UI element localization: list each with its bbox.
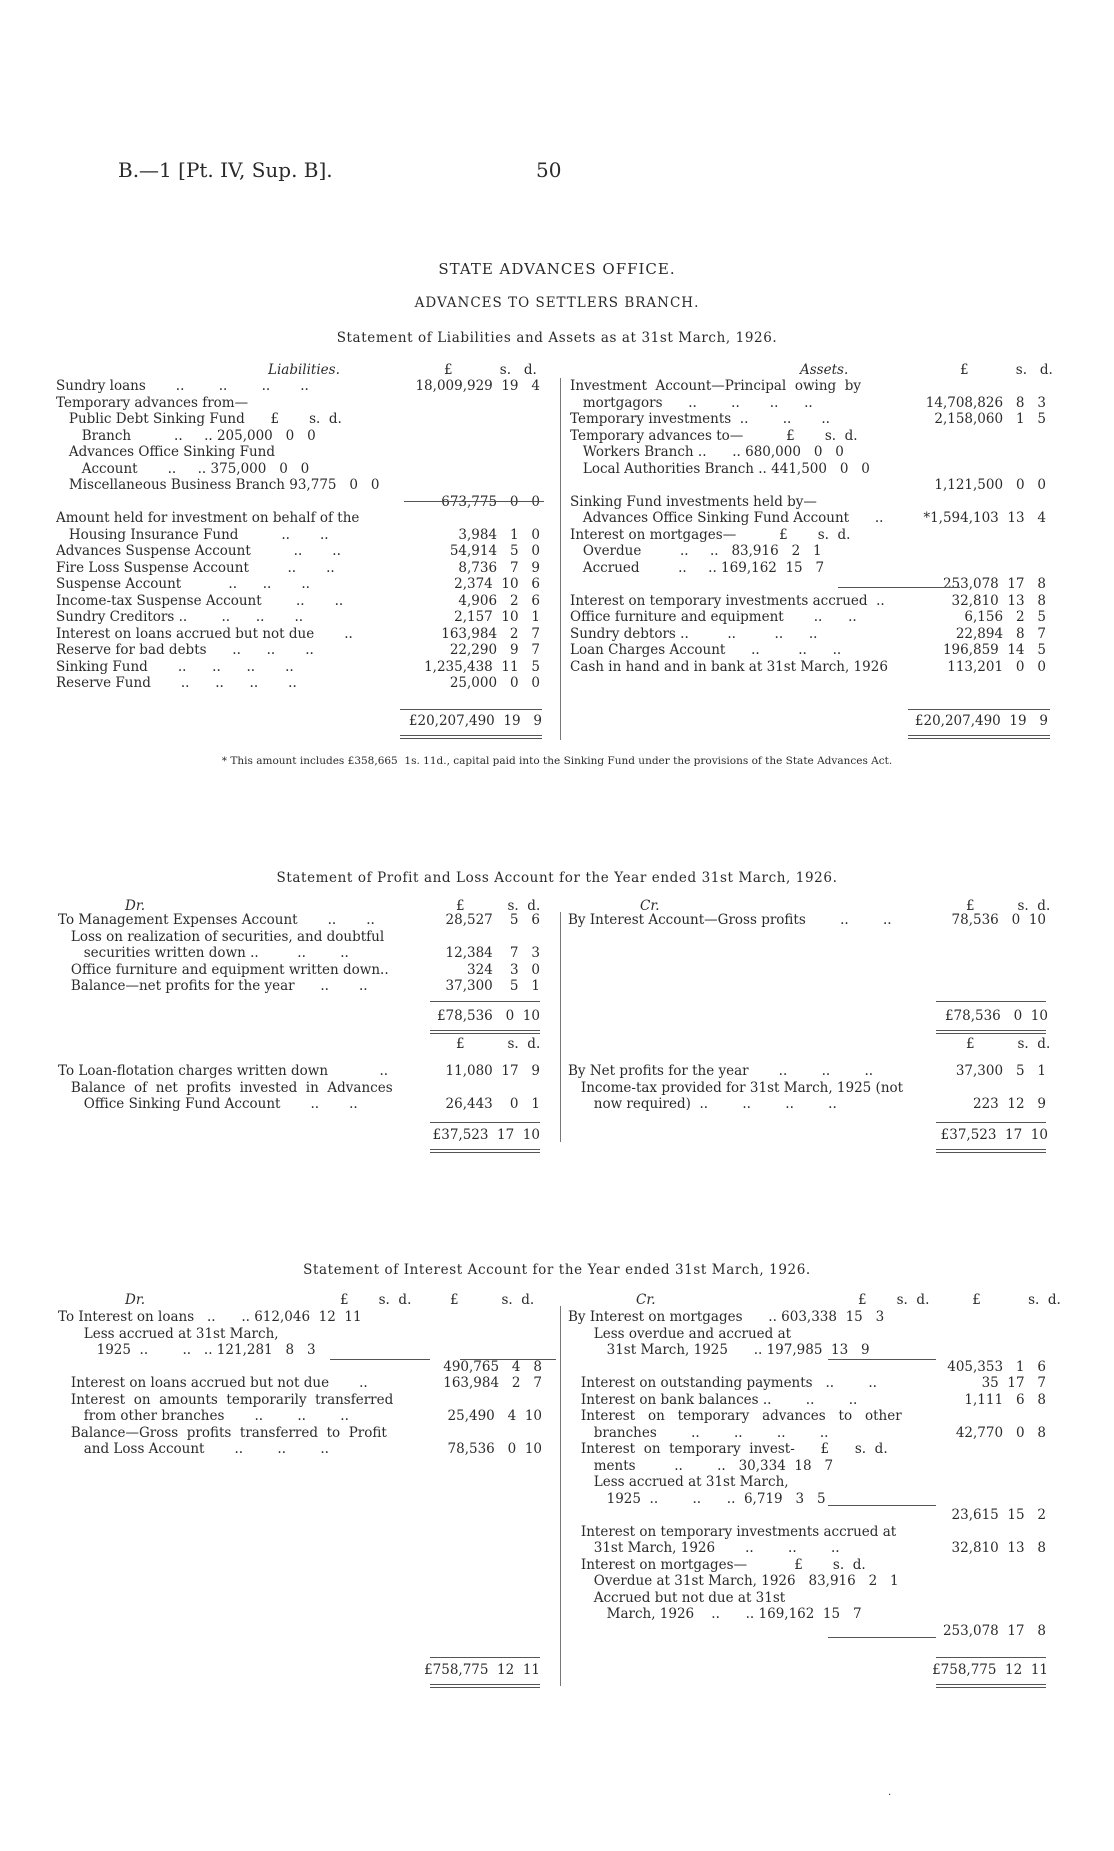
row-label: Sinking Fund .. .. .. ..: [56, 658, 294, 675]
row-label: Sundry loans .. .. .. ..: [56, 378, 309, 394]
row-label: Reserve for bad debts .. .. ..: [56, 642, 314, 658]
stray-mark: ·: [888, 1790, 892, 1801]
row-label: Office furniture and equipment written down..: [58, 961, 389, 978]
row-amount: 2,158,060 1 5: [934, 411, 1046, 427]
row-label: Interest on loans accrued but not due ..: [58, 1375, 368, 1391]
row-label: Fire Loss Suspense Account .. ..: [56, 559, 335, 576]
row-label: Less overdue and accrued at: [568, 1325, 792, 1342]
row-label: Sinking Fund investments held by—: [570, 493, 817, 510]
interest-account-title: Statement of Interest Account for the Year ended 31st March, 1926.: [303, 1262, 811, 1278]
row-label: Temporary investments .. .. ..: [570, 411, 830, 427]
row-amount: 26,443 0 1: [445, 1096, 540, 1112]
row-label: Advances Office Sinking Fund Account ..: [570, 510, 884, 526]
pl-dr-total-1: £78,536 0 10: [436, 1008, 540, 1024]
row-label: Suspense Account .. .. ..: [56, 576, 310, 592]
row-label: Less accrued at 31st March,: [58, 1325, 279, 1342]
row-amount: 2,374 10 6: [454, 576, 540, 592]
row-label: By Interest Account—Gross profits .. ..: [568, 912, 892, 928]
rule: [430, 1001, 540, 1002]
row-label: Income-tax provided for 31st March, 1925 (not: [568, 1079, 904, 1096]
row-label: To Loan-flotation charges written down ..: [58, 1063, 389, 1079]
rule: [936, 1122, 1046, 1123]
int-dr-column-head: £ s. d. £ s. d.: [340, 1292, 535, 1308]
total-rule: [908, 709, 1050, 710]
assets-column-head: £ s. d.: [960, 362, 1053, 378]
assets-heading: Assets.: [800, 362, 849, 378]
row-amount: 22,290 9 7: [449, 642, 540, 658]
row-label: Office Sinking Fund Account .. ..: [58, 1096, 358, 1112]
row-amount: 35 17 7: [981, 1375, 1046, 1391]
row-amount: 196,859 14 5: [942, 642, 1046, 658]
pl-cr-total-2: £37,523 17 10: [940, 1127, 1048, 1143]
row-amount: 490,765 4 8: [443, 1358, 542, 1375]
footnote: * This amount includes £358,665 1s. 11d., capital paid into the Sinking Fund under the provisions of the State Advances Act.: [221, 755, 893, 767]
row-amount: 673,775 0 0: [441, 493, 540, 510]
double-rule: [400, 735, 542, 736]
double-rule: [430, 1149, 540, 1150]
row-amount: 1,111 6 8: [964, 1391, 1046, 1408]
row-label: Accrued .. .. 169,162 15 7: [570, 559, 825, 576]
row-label: mortgagors .. .. .. ..: [570, 394, 813, 411]
row-label: branches .. .. .. ..: [568, 1424, 829, 1441]
row-label: By Interest on mortgages .. 603,338 15 3: [568, 1309, 885, 1325]
row-amount: 54,914 5 0: [449, 543, 540, 559]
row-label: 31st March, 1925 .. 197,985 13 9: [568, 1342, 870, 1358]
column-divider: [560, 378, 561, 740]
rule: [330, 1359, 430, 1360]
row-amount: 2,157 10 1: [454, 609, 540, 625]
pl-dr-total-2: £37,523 17 10: [432, 1127, 540, 1143]
pl-cr-total-1: £78,536 0 10: [944, 1008, 1048, 1024]
row-amount: 23,615 15 2: [951, 1507, 1046, 1523]
double-rule: [908, 738, 1050, 739]
row-amount: 22,894 8 7: [955, 625, 1046, 642]
pl-dr-column-head-2: £ s. d.: [456, 1036, 541, 1052]
row-label: Local Authorities Branch .. 441,500 0 0: [570, 460, 870, 477]
rule: [404, 501, 544, 502]
row-label: Interest on bank balances .. .. ..: [568, 1391, 858, 1408]
row-label: Sundry Creditors .. .. .. ..: [56, 609, 304, 625]
row-label: Temporary advances to— £ s. d.: [570, 427, 858, 444]
row-label: March, 1926 .. .. 169,162 15 7: [568, 1606, 862, 1622]
double-rule: [936, 1030, 1046, 1031]
row-label: Interest on amounts temporarily transferred: [58, 1391, 394, 1408]
rule: [430, 1122, 540, 1123]
row-amount: 14,708,826 8 3: [925, 394, 1046, 411]
rule: [828, 1637, 936, 1638]
double-rule: [936, 1149, 1046, 1150]
row-amount: 253,078 17 8: [942, 1622, 1046, 1639]
row-label: Advances Suspense Account .. ..: [56, 543, 341, 559]
row-label: Interest on temporary investments accrued ..: [570, 592, 885, 609]
pl-cr-column-head: £ s. d.: [966, 898, 1051, 914]
row-label: By Net profits for the year .. .. ..: [568, 1063, 874, 1079]
row-label: Investment Account—Principal owing by: [570, 378, 862, 394]
row-label: Balance of net profits invested in Advances: [58, 1079, 393, 1096]
row-label: Housing Insurance Fund .. ..: [56, 526, 329, 543]
liabilities-column-head: £ s. d.: [444, 362, 537, 378]
row-amount: 324 3 0: [467, 961, 540, 978]
total-rule: [936, 1657, 1046, 1658]
page-reference: B.—1 [Pt. IV, Sup. B].: [118, 158, 333, 182]
row-label: Interest on mortgages— £ s. d.: [568, 1556, 866, 1573]
rule: [460, 1359, 556, 1360]
row-label: Interest on temporary invest- £ s. d.: [568, 1441, 888, 1457]
row-label: 31st March, 1926 .. .. ..: [568, 1540, 840, 1556]
row-label: Interest on temporary investments accrued at: [568, 1523, 897, 1540]
double-rule: [430, 1152, 540, 1153]
row-label: Accrued but not due at 31st: [568, 1589, 786, 1606]
liabilities-total: £20,207,490 19 9: [408, 713, 542, 729]
row-amount: 1,121,500 0 0: [934, 477, 1046, 493]
row-label: now required) .. .. .. ..: [568, 1096, 837, 1112]
double-rule: [400, 738, 542, 739]
row-amount: 3,984 1 0: [458, 526, 540, 543]
row-amount: 78,536 0 10: [951, 912, 1046, 928]
interest-dr-total: £758,775 12 11: [424, 1662, 540, 1678]
row-label: Balance—net profits for the year .. ..: [58, 978, 368, 994]
row-label: Less accrued at 31st March,: [568, 1474, 789, 1490]
row-label: Branch .. .. 205,000 0 0: [56, 427, 316, 444]
row-label: Balance—Gross profits transferred to Profit: [58, 1424, 387, 1441]
rule: [838, 587, 960, 588]
row-amount: *1,594,103 13 4: [923, 510, 1046, 526]
double-rule: [430, 1684, 540, 1685]
row-amount: 32,810 13 8: [951, 1540, 1046, 1556]
row-amount: 28,527 5 6: [445, 912, 540, 928]
row-amount: 42,770 0 8: [955, 1424, 1046, 1441]
double-rule: [430, 1030, 540, 1031]
row-label: Advances Office Sinking Fund: [56, 444, 276, 460]
row-label: Workers Branch .. .. 680,000 0 0: [570, 444, 844, 460]
row-amount: 163,984 2 7: [443, 1375, 542, 1391]
row-amount: 4,906 2 6: [458, 592, 540, 609]
double-rule: [936, 1684, 1046, 1685]
row-amount: 11,080 17 9: [445, 1063, 540, 1079]
row-label: Overdue at 31st March, 1926 83,916 2 1: [568, 1573, 899, 1589]
row-label: securities written down .. .. ..: [58, 945, 349, 961]
row-amount: 1,235,438 11 5: [424, 658, 540, 675]
row-label: Office furniture and equipment .. ..: [570, 609, 857, 625]
row-label: Interest on temporary advances to other: [568, 1408, 902, 1424]
row-label: Loan Charges Account .. .. ..: [570, 642, 842, 658]
row-label: ments .. .. 30,334 18 7: [568, 1457, 834, 1474]
pl-dr-column-head: £ s. d.: [456, 898, 541, 914]
row-label: Cash in hand and in bank at 31st March, 1926: [570, 658, 888, 675]
double-rule: [936, 1152, 1046, 1153]
row-label: and Loss Account .. .. ..: [58, 1441, 329, 1457]
balance-sheet-title: Statement of Liabilities and Assets as at 31st March, 1926.: [336, 330, 778, 346]
row-label: Public Debt Sinking Fund £ s. d.: [56, 411, 342, 427]
dr-heading: Dr.: [125, 898, 146, 914]
row-label: Interest on loans accrued but not due ..: [56, 625, 353, 642]
int-cr-column-head: £ s. d. £ s. d.: [858, 1292, 1061, 1308]
column-divider: [560, 1306, 561, 1686]
profit-loss-title: Statement of Profit and Loss Account for the Year ended 31st March, 1926.: [276, 870, 838, 886]
pl-cr-column-head-2: £ s. d.: [966, 1036, 1051, 1052]
row-label: Account .. .. 375,000 0 0: [56, 460, 310, 477]
double-rule: [908, 735, 1050, 736]
row-label: Loss on realization of securities, and doubtful: [58, 928, 385, 945]
double-rule: [936, 1687, 1046, 1688]
row-amount: 6,156 2 5: [964, 609, 1046, 625]
row-label: Miscellaneous Business Branch 93,775 0 0: [56, 477, 380, 493]
rule: [936, 1001, 1046, 1002]
row-amount: 405,353 1 6: [947, 1358, 1046, 1375]
row-label: 1925 .. .. .. 6,719 3 5: [568, 1490, 826, 1507]
row-label: Interest on outstanding payments .. ..: [568, 1375, 877, 1391]
double-rule: [936, 1033, 1046, 1034]
row-amount: 25,490 4 10: [447, 1408, 542, 1424]
rule: [828, 1505, 936, 1506]
total-rule: [400, 709, 542, 710]
branch-title: ADVANCES TO SETTLERS BRANCH.: [414, 295, 700, 311]
row-label: Temporary advances from—: [56, 394, 249, 411]
row-label: from other branches .. .. ..: [58, 1408, 349, 1424]
row-label: Amount held for investment on behalf of the: [56, 510, 360, 526]
row-label: Overdue .. .. 83,916 2 1: [570, 543, 822, 559]
page-number: 50: [536, 158, 562, 182]
dr-heading: Dr.: [125, 1292, 146, 1308]
row-amount: 78,536 0 10: [447, 1441, 542, 1457]
row-amount: 113,201 0 0: [947, 658, 1046, 675]
total-rule: [430, 1657, 540, 1658]
cr-heading: Cr.: [636, 1292, 656, 1308]
row-label: To Interest on loans .. .. 612,046 12 11: [58, 1309, 362, 1325]
interest-cr-total: £758,775 12 11: [932, 1662, 1048, 1678]
row-amount: 163,984 2 7: [441, 625, 540, 642]
double-rule: [430, 1687, 540, 1688]
office-title: STATE ADVANCES OFFICE.: [438, 260, 676, 278]
column-divider: [560, 912, 561, 1142]
row-label: Income-tax Suspense Account .. ..: [56, 592, 344, 609]
assets-total: £20,207,490 19 9: [914, 713, 1048, 729]
liabilities-heading: Liabilities.: [268, 362, 340, 378]
row-label: 1925 .. .. .. 121,281 8 3: [58, 1342, 316, 1358]
row-label: Sundry debtors .. .. .. ..: [570, 625, 818, 642]
row-label: Reserve Fund .. .. .. ..: [56, 675, 297, 691]
row-amount: 12,384 7 3: [445, 945, 540, 961]
double-rule: [430, 1033, 540, 1034]
row-amount: 223 12 9: [973, 1096, 1046, 1112]
row-amount: 32,810 13 8: [951, 592, 1046, 609]
row-label: Interest on mortgages— £ s. d.: [570, 526, 851, 543]
row-amount: 37,300 5 1: [445, 978, 540, 994]
row-amount: 37,300 5 1: [955, 1063, 1046, 1079]
row-amount: 25,000 0 0: [449, 675, 540, 691]
row-amount: 253,078 17 8: [942, 576, 1046, 592]
cr-heading: Cr.: [640, 898, 660, 914]
rule: [828, 1359, 936, 1360]
row-label: To Management Expenses Account .. ..: [58, 912, 375, 928]
row-amount: 18,009,929 19 4: [415, 378, 540, 394]
row-amount: 8,736 7 9: [458, 559, 540, 576]
